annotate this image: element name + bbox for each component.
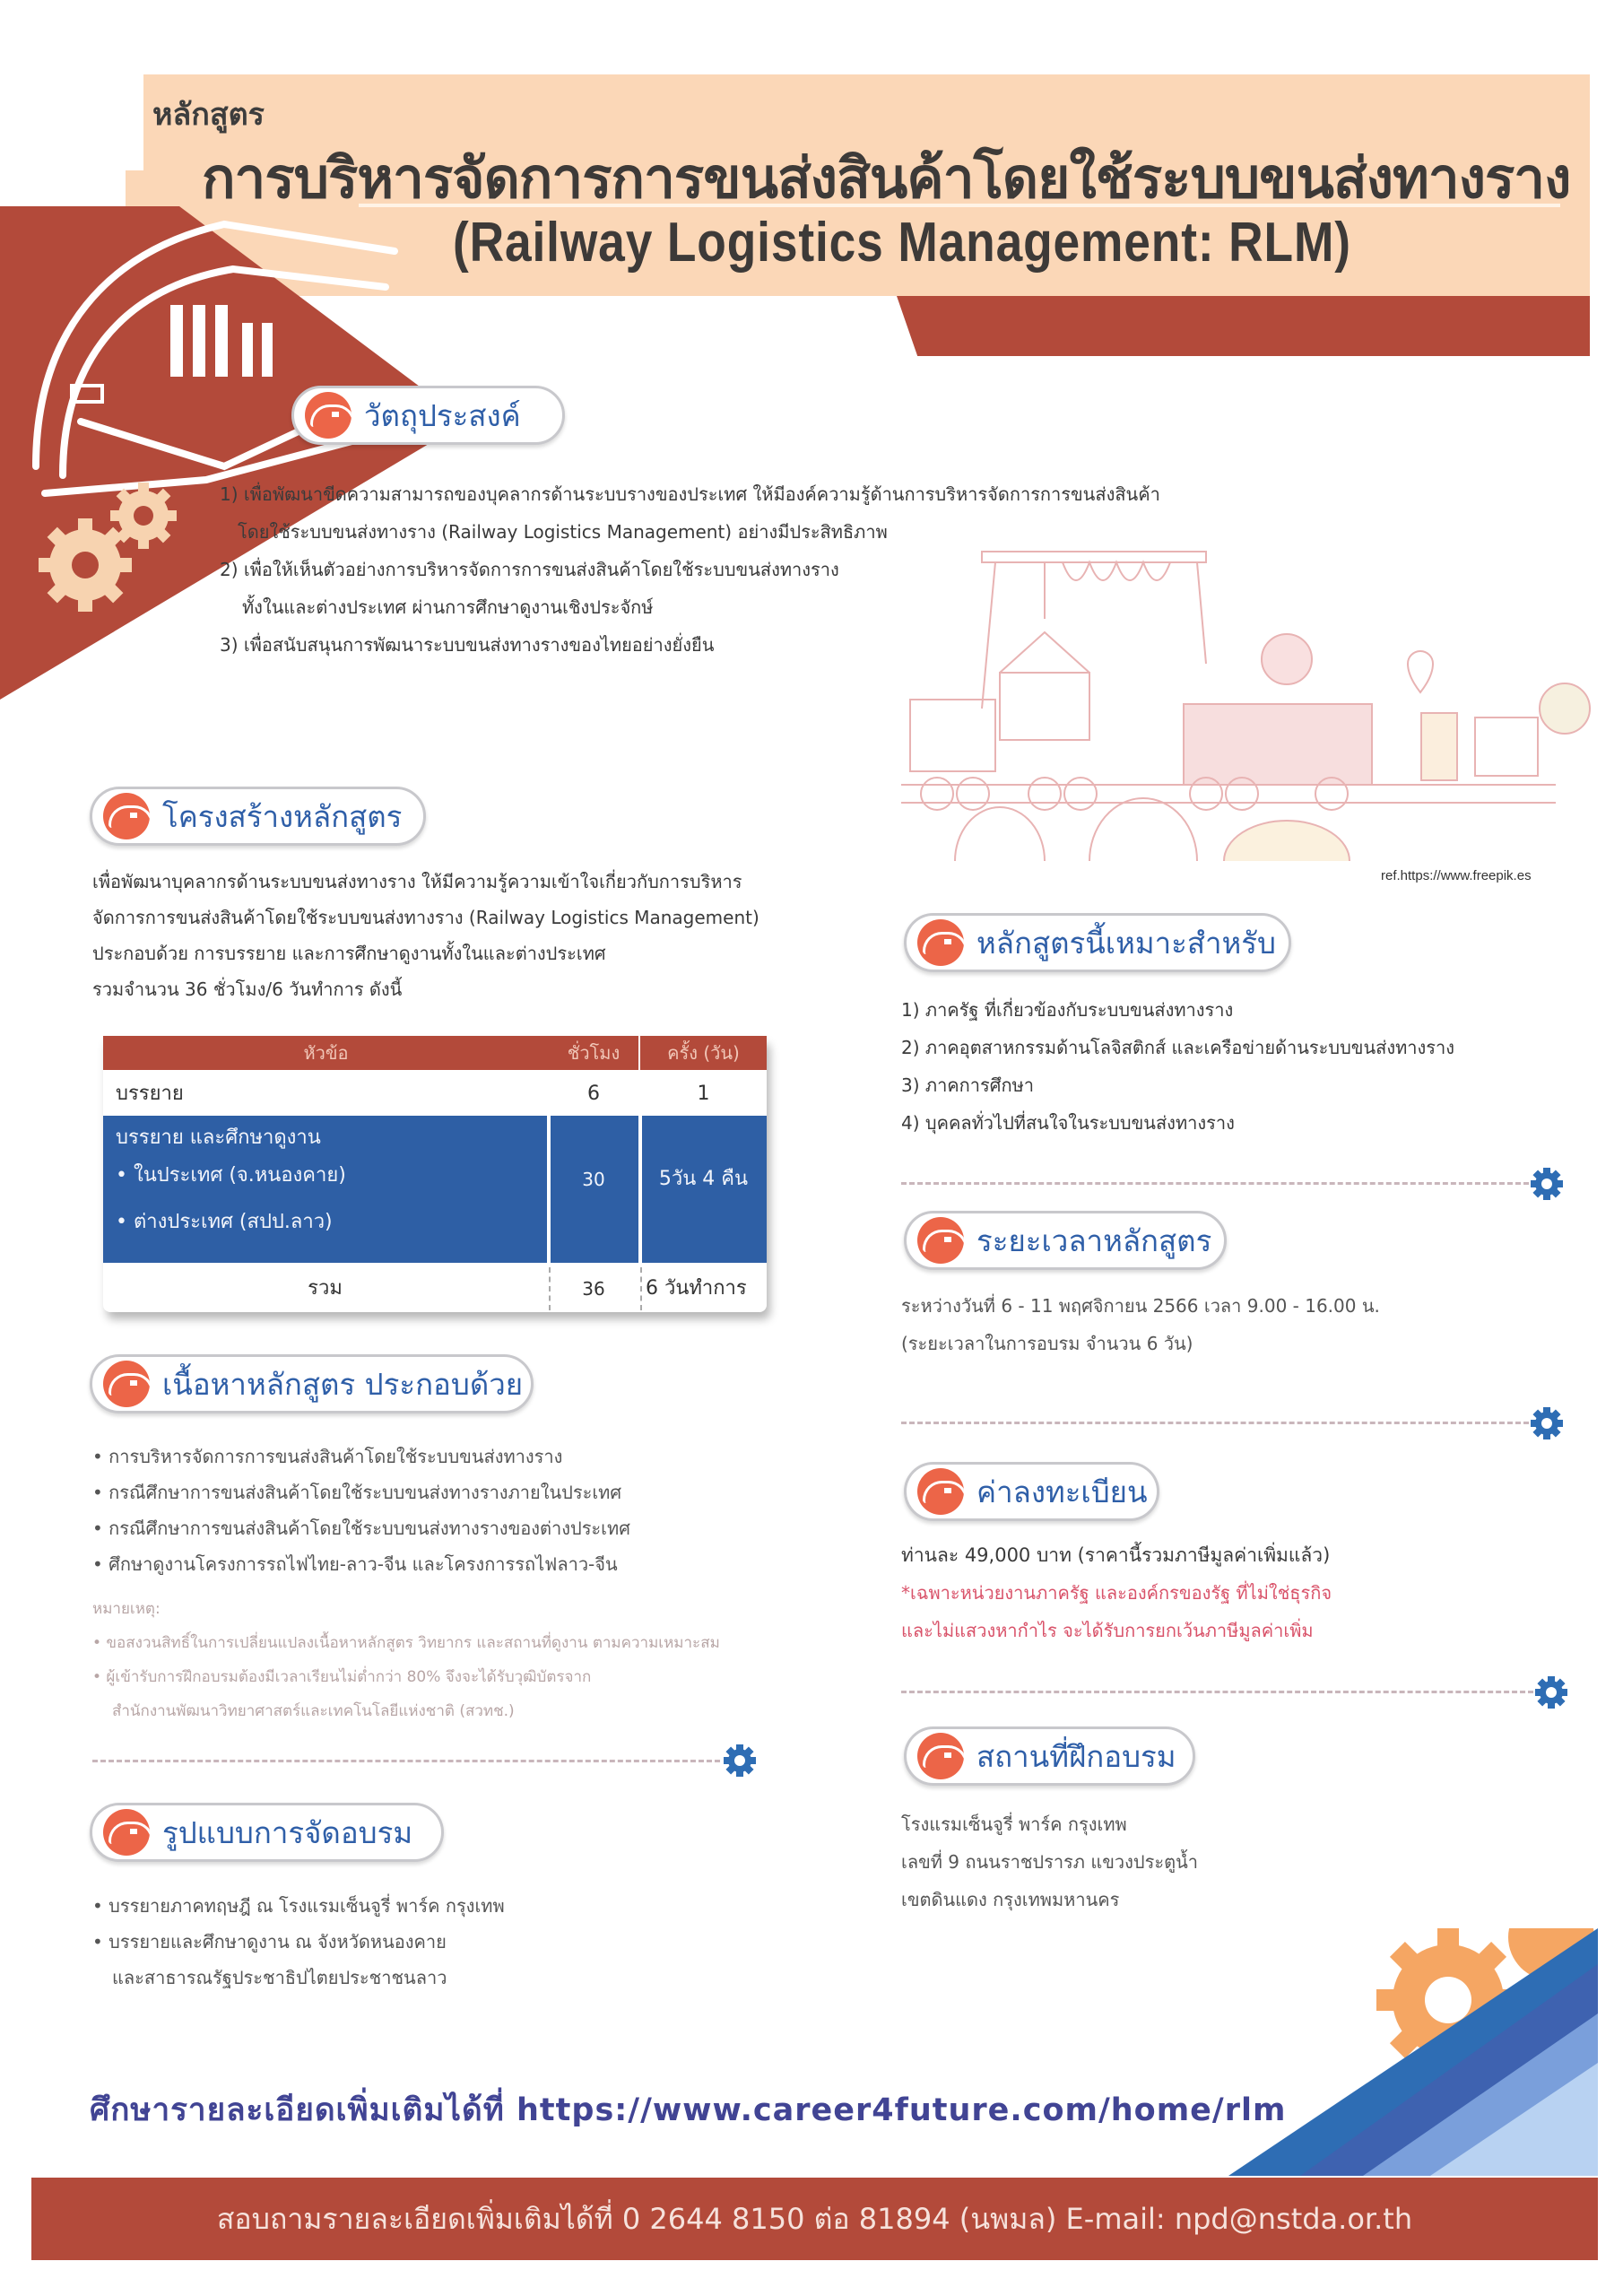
table-row-topic: บรรยาย และศึกษาดูงาน [116,1126,321,1149]
section-heading-label: รูปแบบการจัดอบรม [162,1814,413,1850]
image-credit: ref.https://www.freepik.es [1381,868,1532,883]
objective-line: 2) เพื่อให้เห็นตัวอย่างการบริหารจัดการการขนส่งสินค้าโดยใช้ระบบขนส่งทางราง [220,559,839,580]
gear-icon [1529,1166,1565,1202]
fee-note: และไม่แสวงหากำไร จะได้รับการยกเว้นภาษีมูลค่าเพิ่ม [901,1620,1314,1641]
section-heading-format [90,1803,444,1862]
train-icon [917,1217,964,1264]
structure-paragraph-line: เพื่อพัฒนาบุคลากรด้านระบบขนส่งทางราง ให้มีความรู้ความเข้าใจเกี่ยวกับการบริหาร [92,871,742,892]
table-row-hours: 30 [582,1169,605,1190]
section-heading-fee [904,1462,1159,1521]
section-heading-content [90,1354,534,1413]
page-title: การบริหารจัดการการขนส่งสินค้าโดยใช้ระบบขนส่งทางราง [202,145,1571,211]
train-icon [917,919,964,966]
venue-line: เขตดินแดง กรุงเทพมหานคร [901,1889,1120,1910]
section-divider [901,1422,1529,1424]
table-total-label: รวม [308,1277,343,1300]
gear-icon [1533,1674,1569,1710]
fee-price: ท่านละ 49,000 บาท (ราคานี้รวมภาษีมูลค่าเพิ่มแล้ว) [901,1544,1331,1566]
banner-accent-band [897,296,1590,356]
note-item: สำนักงานพัฒนาวิทยาศาสตร์และเทคโนโลยีแห่งชาติ (สวทช.) [112,1702,515,1720]
content-item: • ศึกษาดูงานโครงการรถไฟไทย-ลาว-จีน และโครงการรถไฟลาว-จีน [92,1553,618,1575]
table-total-hours: 36 [582,1278,605,1300]
table-row-days: 1 [697,1083,710,1105]
section-heading-label: วัตถุประสงค์ [364,397,521,433]
decorative-stripes [1228,1928,1598,2176]
venue-line: โรงแรมเซ็นจูรี่ พาร์ค กรุงเทพ [901,1813,1127,1835]
section-heading-venue [904,1726,1195,1786]
section-heading-structure [90,787,426,846]
table-row-subtopic: • ในประเทศ (จ.หนองคาย) [116,1164,346,1187]
table-header-topic: หัวข้อ [103,1036,549,1070]
train-icon [103,793,150,839]
format-item: • บรรยายภาคทฤษฎี ณ โรงแรมเซ็นจูรี่ พาร์ค กรุงเทพ [92,1895,505,1917]
fee-note: *เฉพาะหน่วยงานภาครัฐ และองค์กรของรัฐ ที่ไม่ใช่ธุรกิจ [901,1582,1332,1604]
table-header-hours: ชั่วโมง [549,1036,638,1070]
section-divider [901,1182,1529,1185]
format-item: • บรรยายและศึกษาดูงาน ณ จังหวัดหนองคาย [92,1931,447,1952]
section-heading-audience [904,913,1291,972]
content-item: • การบริหารจัดการการขนส่งสินค้าโดยใช้ระบบขนส่งทางราง [92,1446,563,1467]
gear-icon [722,1743,758,1779]
course-structure-table [103,1036,767,1312]
train-icon [305,392,352,439]
train-icon [103,1809,150,1856]
table-row-topic: บรรยาย [116,1083,184,1105]
train-icon [103,1361,150,1407]
section-heading-label: เนื้อหาหลักสูตร ประกอบด้วย [162,1366,524,1402]
content-item: • กรณีศึกษาการขนส่งสินค้าโดยใช้ระบบขนส่งทางรางของต่างประเทศ [92,1518,630,1539]
note-label: หมายเหตุ: [92,1600,161,1618]
objective-line: 1) เพื่อพัฒนาขีดความสามารถของบุคลากรด้านระบบรางของประเทศ ให้มีองค์ความรู้ด้านการบริหารจัดการการขนส่งสินค้า [220,483,1160,505]
more-info-link[interactable]: ศึกษารายละเอียดเพิ่มเติมได้ที่ https://www.career4future.com/home/rlm [90,2092,1287,2128]
section-divider [92,1760,720,1762]
column-divider [640,1267,642,1310]
structure-paragraph-line: รวมจำนวน 36 ชั่วโมง/6 วันทำการ ดังนี้ [92,978,403,1000]
section-heading-duration [904,1211,1227,1270]
venue-line: เลขที่ 9 ถนนราชปรารภ แขวงประตูน้ำ [901,1851,1198,1873]
section-divider [901,1691,1533,1693]
contact-info: สอบถามรายละเอียดเพิ่มเติมได้ที่ 0 2644 8150 ต่อ 81894 (นพมล) E-mail: npd@nstda.or.th [216,2202,1413,2236]
contact-footer [31,2178,1598,2260]
course-label: หลักสูตร [152,97,265,133]
section-heading-label: สถานที่ฝึกอบรม [976,1738,1176,1774]
section-heading-label: ค่าลงทะเบียน [976,1474,1148,1509]
audience-item: 1) ภาครัฐ ที่เกี่ยวข้องกับระบบขนส่งทางราง [901,999,1234,1021]
table-row-hours: 6 [587,1083,600,1105]
format-item: และสาธารณรัฐประชาธิปไตยประชาชนลาว [112,1967,447,1988]
objective-line: 3) เพื่อสนับสนุนการพัฒนาระบบขนส่งทางรางของไทยอย่างยั่งยืน [220,634,715,656]
structure-paragraph-line: ประกอบด้วย การบรรยาย และการศึกษาดูงานทั้งในและต่างประเทศ [92,943,606,964]
audience-item: 4) บุคคลทั่วไปที่สนใจในระบบขนส่งทางราง [901,1112,1235,1134]
page-subtitle: (Railway Logistics Management: RLM) [453,212,1351,274]
content-item: • กรณีศึกษาการขนส่งสินค้าโดยใช้ระบบขนส่งทางรางภายในประเทศ [92,1482,622,1503]
objective-line: โดยใช้ระบบขนส่งทางราง (Railway Logistics Management) อย่างมีประสิทธิภาพ [238,521,888,543]
structure-paragraph-line: จัดการการขนส่งสินค้าโดยใช้ระบบขนส่งทางราง (Railway Logistics Management) [92,907,759,928]
train-icon [917,1733,964,1779]
audience-item: 3) ภาคการศึกษา [901,1074,1034,1096]
section-heading-objectives [291,386,565,445]
section-heading-label: ระยะเวลาหลักสูตร [976,1222,1212,1258]
freight-train-illustration [901,529,1601,861]
table-total-days: 6 วันทำการ [646,1277,747,1300]
train-icon [917,1468,964,1515]
section-heading-label: โครงสร้างหลักสูตร [162,798,403,834]
table-row-subtopic: • ต่างประเทศ (สปป.ลาว) [116,1211,333,1233]
section-heading-label: หลักสูตรนี้เหมาะสำหรับ [976,925,1276,961]
duration-line: (ระยะเวลาในการอบรม จำนวน 6 วัน) [901,1333,1193,1354]
table-row-days: 5วัน 4 คืน [658,1168,749,1190]
gear-icon [1529,1405,1565,1441]
objective-line: ทั้งในและต่างประเทศ ผ่านการศึกษาดูงานเชิงประจักษ์ [242,596,654,618]
duration-line: ระหว่างวันที่ 6 - 11 พฤศจิกายน 2566 เวลา 9.00 - 16.00 น. [901,1295,1380,1317]
audience-item: 2) ภาคอุตสาหกรรมด้านโลจิสติกส์ และเครือข่ายด้านระบบขนส่งทางราง [901,1037,1455,1058]
note-item: • ผู้เข้ารับการฝึกอบรมต้องมีเวลาเรียนไม่ต่ำกว่า 80% จึงจะได้รับวุฒิบัตรจาก [92,1668,592,1686]
table-header-days: ครั้ง (วัน) [640,1036,767,1070]
note-item: • ขอสงวนสิทธิ์ในการเปลี่ยนแปลงเนื้อหาหลักสูตร วิทยากร และสถานที่ดูงาน ตามความเหมาะสม [92,1634,720,1652]
